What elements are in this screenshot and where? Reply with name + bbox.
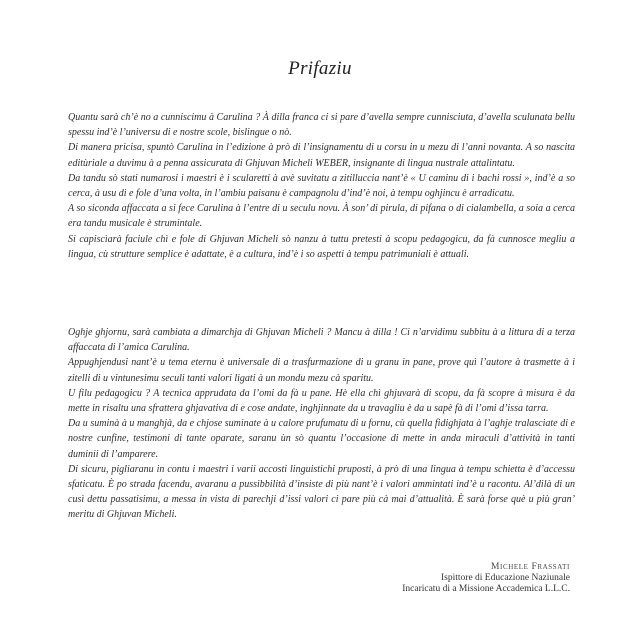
paragraph: Di manera pricisa, spuntò Carulina in l’edizione à prò di l’insignamentu di u corsu in u mezu di l’anni novanta. A so nascita editùriale a duvimu à a penna assicurata di Ghjuvan Micheli WEBER, insignante di lingua nustrale attalintatu. <box>68 142 575 169</box>
signature-name: Michele Frassati <box>491 562 570 572</box>
paragraph: U filu pedagogicu ? A tecnica apprudata da l’omi da fà u pane. Hè ella chì ghjuvarà di scopu, da fà scopre à misura è da mette in risaltu una sfrattera ghjavativa di e cose andate, inghjinnate da u travagliu è da u sapè fà di l’omi d’issa tarra. <box>68 387 575 415</box>
paragraph: Di sicuru, pigliaranu in contu i maestri i varii accosti linguistichi pruposti, à prò di una lingua à tempu schietta è d’accessu sfaticatu. È po strada facendu, avaranu a pussibbilità d’insiste di più nant’è i valori ammintati ind’è u racontu. Al’dilà di un cusì dettu passatisimu, a messa in vista di parechji d’issi valori ci pare più cà mai d’attualità. È sarà forse què u più gran’ meritu di Ghjuvan Micheli. <box>68 463 575 521</box>
signature-block <box>402 562 570 595</box>
preface-section-2 <box>68 325 575 523</box>
paragraph: Si capiscìarà faciule chì e fole di Ghjuvan Micheli sò nanzu à tuttu pretesti à scopu pedagogicu, da fà cunnosce megliu a lingua, cù strutture semplice è adattate, è a cultura, ind’è i so aspetti à tempu patrimuniali è attuali. <box>68 233 575 260</box>
paragraph: Oghje ghjornu, sarà cambiata a dimarchja di Ghjuvan Micheli ? Mancu à dilla ! Ci n’arvidimu subbitu à a littura di a terza affaccata di l’amica Carulina. <box>68 327 575 354</box>
signature-title: Ispittore di Educazione Naziunale <box>441 573 570 583</box>
preface-section-1 <box>68 110 575 262</box>
paragraph: Appughjendusi nant’è u tema eternu è universale di a trasfurmazione di u granu in pane, prove quì l’autore à trasmette à i zitelli di u vintunesimu seculi tanti valori ligati à un mondu mezu cà sparitu. <box>68 357 575 384</box>
signature-role: Incaricatu di a Missione Accademica L.L.C. <box>402 584 570 594</box>
paragraph: Quantu sarà ch’è no a cunniscimu à Carulina ? À dilla franca ci si pare d’avella sempre cunnisciuta, d’avella sculunata bellu spessu ind’è l’universu di e nostre scole, bislingue o nò. <box>68 112 575 139</box>
page-title: Prifaziu <box>288 58 352 79</box>
paragraph: Da u suminà à u manghjà, da e chjose suminate à u calore prufumatu di u fornu, cù quella fidighjata à l’aghje tralasciate di e nostre cunfine, testimoni di tante oparate, saranu ùn sò quantu l’occasione di mette in anda miraculi d’attività in tanti duminii di l’amparere. <box>68 418 575 460</box>
paragraph: A so siconda affaccata a si fece Carulina à l’entre di u seculu novu. À son’ di pirula, di pifana o di cialambella, a soia a cerca era tandu musicale è strumintale. <box>68 203 575 230</box>
paragraph: Da tandu sò stati numarosi i maestri è i scularetti à avè suvitatu a zitilluccia nant’è « U caminu di i bachi rossi », ind’è a so cerca, à usu di e fole d’una volta, in l’ambiu paisanu è campagnolu d’ind’è noi, à tempu oghjincu è arradicatu. <box>68 172 575 200</box>
